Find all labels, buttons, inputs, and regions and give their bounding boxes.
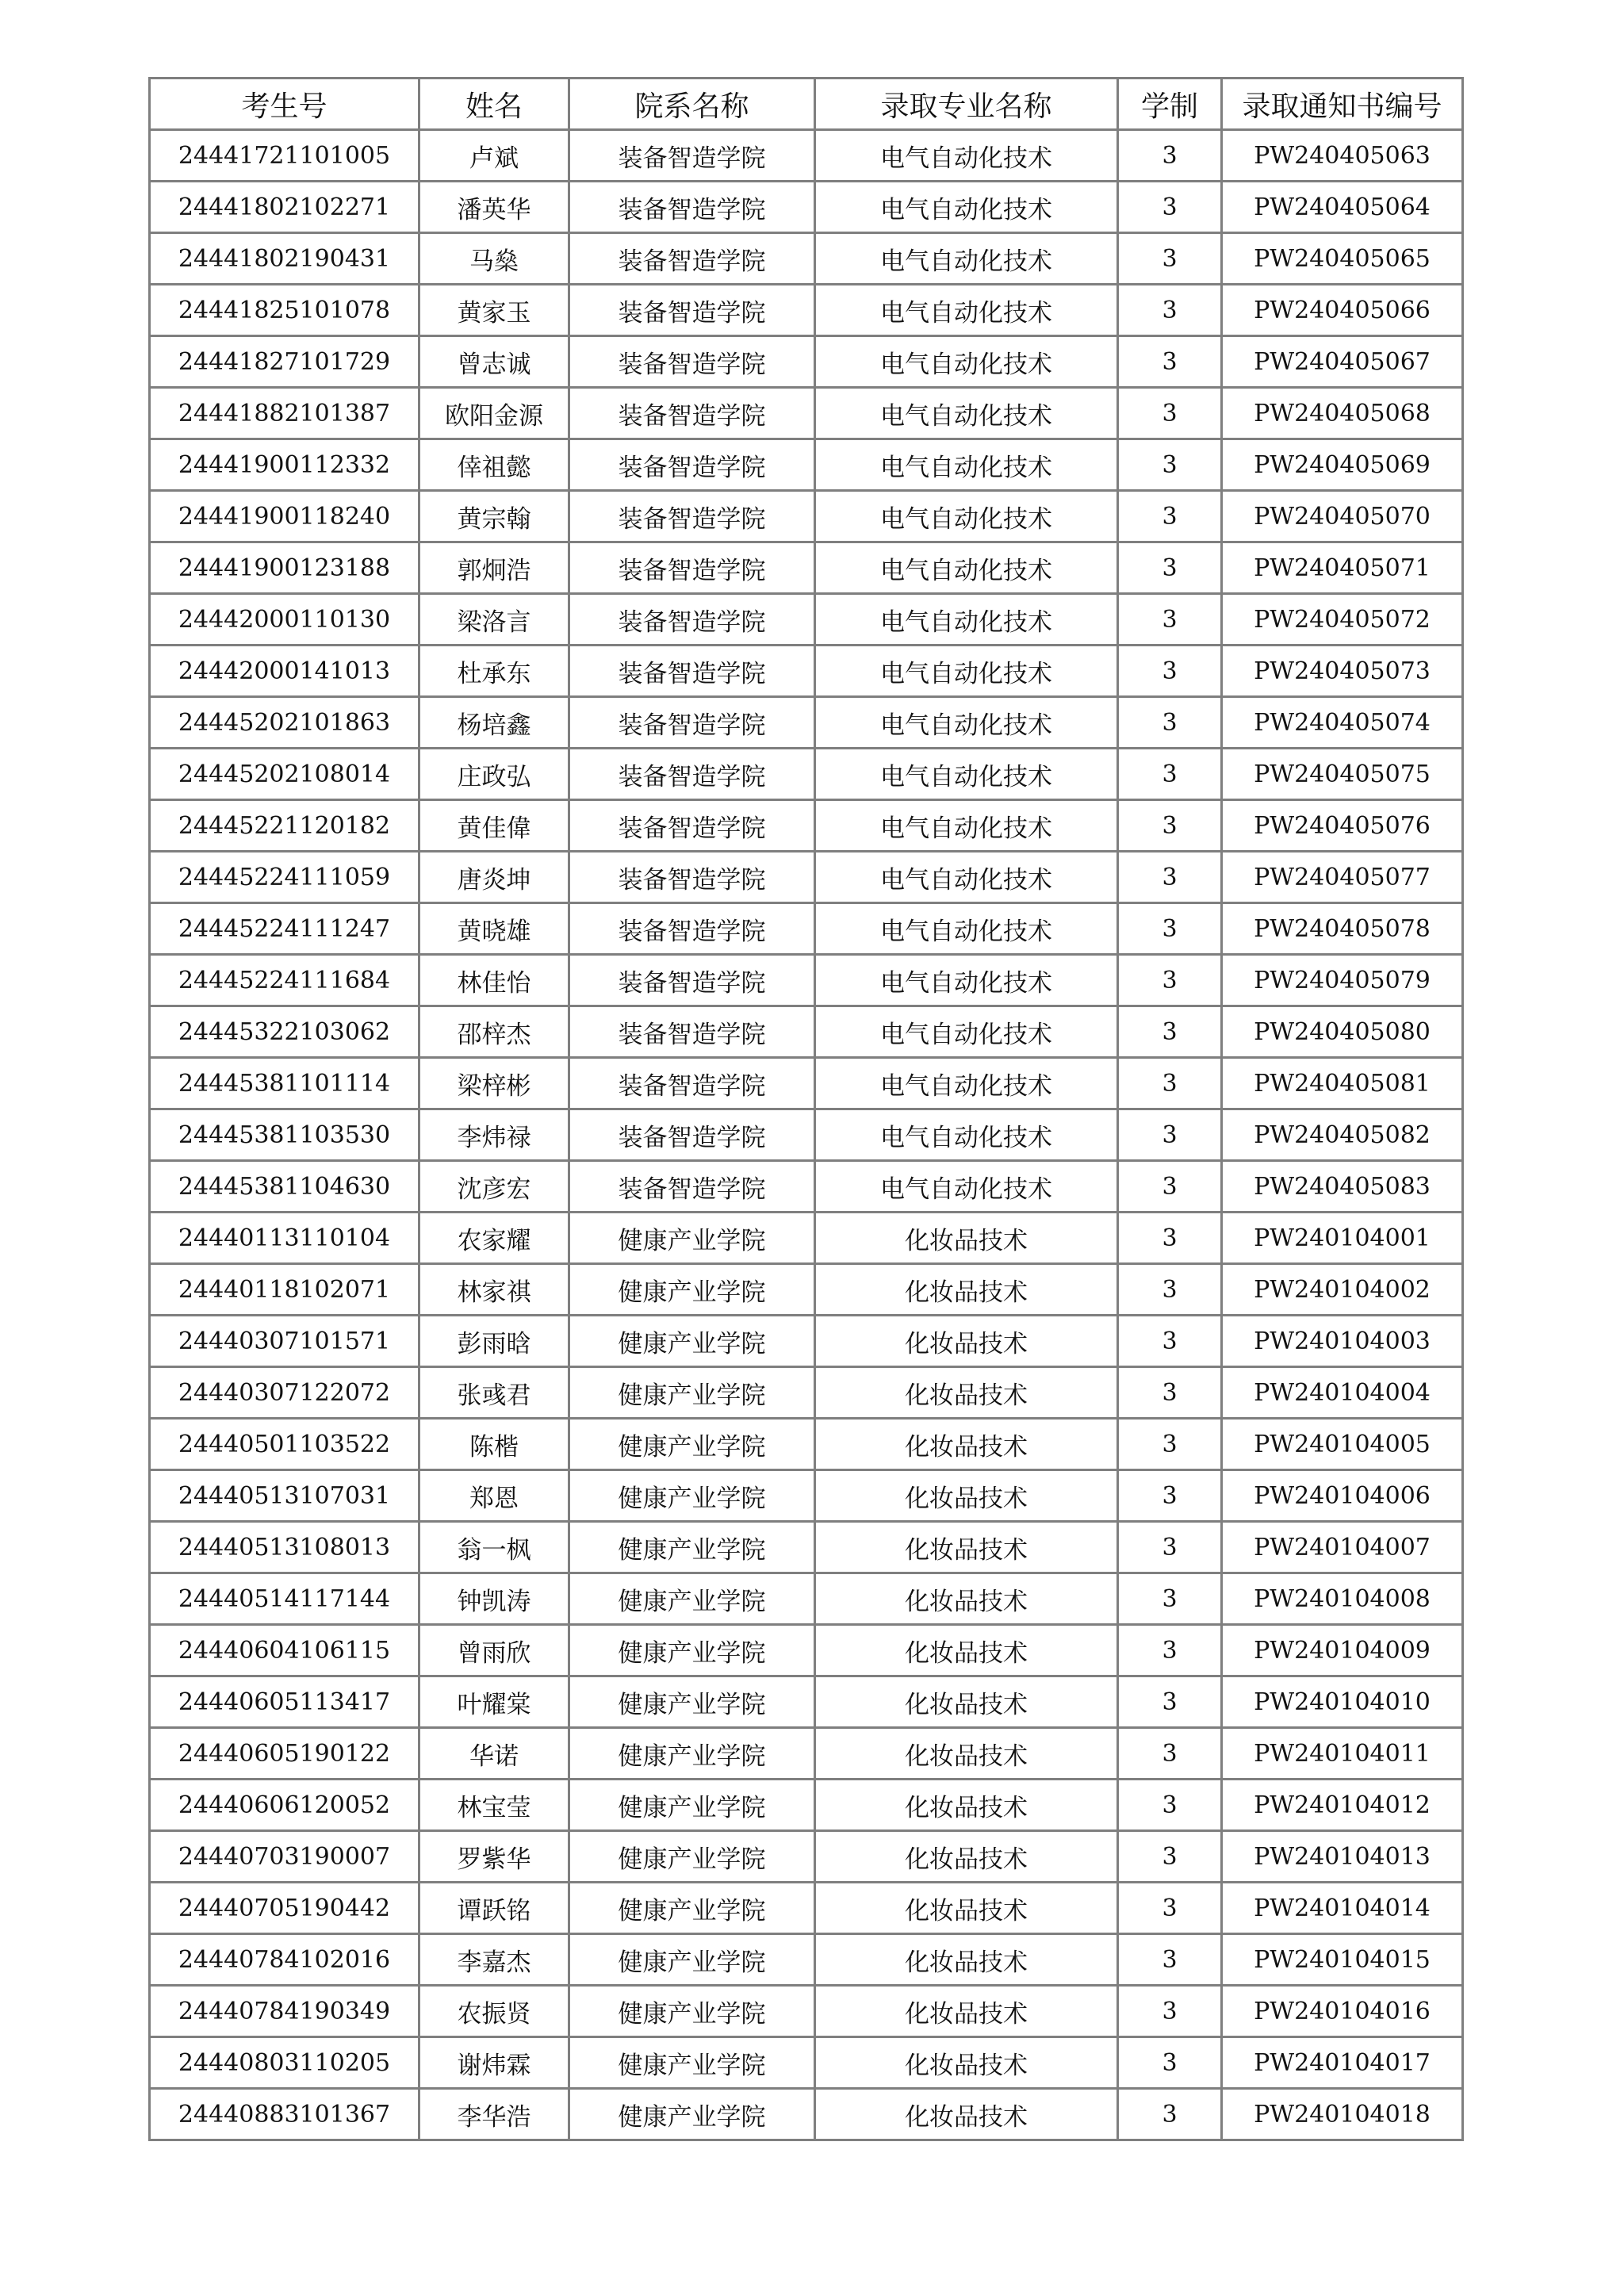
table-row: [150, 233, 1463, 285]
department-cell: 装备智造学院: [569, 646, 815, 697]
notice-number-cell: PW240104018: [1222, 2089, 1463, 2140]
name-cell: 郭炯浩: [419, 542, 569, 594]
major-cell: 电气自动化技术: [815, 130, 1118, 182]
table-row: [150, 542, 1463, 594]
department-cell: 装备智造学院: [569, 852, 815, 903]
exam-number-cell: 24440705190442: [150, 1883, 419, 1934]
notice-number-cell: PW240405064: [1222, 182, 1463, 233]
name-cell: 叶耀棠: [419, 1676, 569, 1728]
name-cell: 谢炜霖: [419, 2037, 569, 2089]
table-row: [150, 182, 1463, 233]
department-cell: 健康产业学院: [569, 1213, 815, 1264]
exam-number-cell: 24445224111247: [150, 903, 419, 955]
notice-number-cell: PW240405074: [1222, 697, 1463, 749]
duration-cell: 3: [1118, 1883, 1222, 1934]
table-row: [150, 1780, 1463, 1831]
exam-number-cell: 24440307122072: [150, 1367, 419, 1419]
duration-cell: 3: [1118, 285, 1222, 336]
major-cell: 化妆品技术: [815, 1367, 1118, 1419]
department-cell: 健康产业学院: [569, 1986, 815, 2037]
duration-cell: 3: [1118, 439, 1222, 491]
major-cell: 化妆品技术: [815, 1831, 1118, 1883]
major-cell: 电气自动化技术: [815, 903, 1118, 955]
department-cell: 装备智造学院: [569, 749, 815, 800]
table-row: [150, 903, 1463, 955]
department-cell: 装备智造学院: [569, 336, 815, 388]
notice-number-cell: PW240104007: [1222, 1522, 1463, 1573]
name-cell: 翁一枫: [419, 1522, 569, 1573]
major-cell: 电气自动化技术: [815, 491, 1118, 542]
header-major: 录取专业名称: [815, 79, 1118, 130]
notice-number-cell: PW240104003: [1222, 1316, 1463, 1367]
major-cell: 电气自动化技术: [815, 697, 1118, 749]
duration-cell: 3: [1118, 388, 1222, 439]
department-cell: 健康产业学院: [569, 2089, 815, 2140]
header-duration: 学制: [1118, 79, 1222, 130]
name-cell: 李炜禄: [419, 1109, 569, 1161]
exam-number-cell: 24440803110205: [150, 2037, 419, 2089]
exam-number-cell: 24440605190122: [150, 1728, 419, 1780]
exam-number-cell: 24440501103522: [150, 1419, 419, 1470]
major-cell: 化妆品技术: [815, 2089, 1118, 2140]
department-cell: 健康产业学院: [569, 1831, 815, 1883]
name-cell: 马燊: [419, 233, 569, 285]
department-cell: 健康产业学院: [569, 1883, 815, 1934]
major-cell: 电气自动化技术: [815, 388, 1118, 439]
department-cell: 健康产业学院: [569, 2037, 815, 2089]
name-cell: 梁洛言: [419, 594, 569, 646]
duration-cell: 3: [1118, 233, 1222, 285]
department-cell: 装备智造学院: [569, 1161, 815, 1213]
table-body: [150, 130, 1463, 2140]
table-row: [150, 1264, 1463, 1316]
name-cell: 林宝莹: [419, 1780, 569, 1831]
duration-cell: 3: [1118, 1006, 1222, 1058]
major-cell: 电气自动化技术: [815, 182, 1118, 233]
table-row: [150, 1316, 1463, 1367]
major-cell: 电气自动化技术: [815, 1006, 1118, 1058]
major-cell: 化妆品技术: [815, 1316, 1118, 1367]
major-cell: 化妆品技术: [815, 1625, 1118, 1676]
duration-cell: 3: [1118, 594, 1222, 646]
notice-number-cell: PW240104009: [1222, 1625, 1463, 1676]
header-name: 姓名: [419, 79, 569, 130]
exam-number-cell: 24440118102071: [150, 1264, 419, 1316]
major-cell: 电气自动化技术: [815, 852, 1118, 903]
department-cell: 健康产业学院: [569, 1676, 815, 1728]
exam-number-cell: 24441802190431: [150, 233, 419, 285]
notice-number-cell: PW240104001: [1222, 1213, 1463, 1264]
table-row: [150, 1573, 1463, 1625]
name-cell: 卢斌: [419, 130, 569, 182]
department-cell: 健康产业学院: [569, 1522, 815, 1573]
table-row: [150, 1522, 1463, 1573]
department-cell: 健康产业学院: [569, 1419, 815, 1470]
duration-cell: 3: [1118, 1831, 1222, 1883]
duration-cell: 3: [1118, 1522, 1222, 1573]
exam-number-cell: 24441802102271: [150, 182, 419, 233]
department-cell: 装备智造学院: [569, 182, 815, 233]
table-row: [150, 1109, 1463, 1161]
name-cell: 倖祖懿: [419, 439, 569, 491]
name-cell: 欧阳金源: [419, 388, 569, 439]
duration-cell: 3: [1118, 1728, 1222, 1780]
department-cell: 装备智造学院: [569, 439, 815, 491]
department-cell: 装备智造学院: [569, 1006, 815, 1058]
duration-cell: 3: [1118, 852, 1222, 903]
duration-cell: 3: [1118, 1780, 1222, 1831]
exam-number-cell: 24445224111684: [150, 955, 419, 1006]
duration-cell: 3: [1118, 1625, 1222, 1676]
exam-number-cell: 24445322103062: [150, 1006, 419, 1058]
major-cell: 电气自动化技术: [815, 439, 1118, 491]
name-cell: 李华浩: [419, 2089, 569, 2140]
notice-number-cell: PW240405072: [1222, 594, 1463, 646]
table-row: [150, 1728, 1463, 1780]
exam-number-cell: 24440883101367: [150, 2089, 419, 2140]
major-cell: 化妆品技术: [815, 1728, 1118, 1780]
exam-number-cell: 24442000110130: [150, 594, 419, 646]
name-cell: 林家祺: [419, 1264, 569, 1316]
exam-number-cell: 24441882101387: [150, 388, 419, 439]
department-cell: 装备智造学院: [569, 1109, 815, 1161]
name-cell: 陈楷: [419, 1419, 569, 1470]
table-row: [150, 955, 1463, 1006]
name-cell: 农振贤: [419, 1986, 569, 2037]
duration-cell: 3: [1118, 1986, 1222, 2037]
major-cell: 化妆品技术: [815, 1419, 1118, 1470]
notice-number-cell: PW240405075: [1222, 749, 1463, 800]
table-row: [150, 1006, 1463, 1058]
exam-number-cell: 24445381103530: [150, 1109, 419, 1161]
duration-cell: 3: [1118, 1213, 1222, 1264]
table-row: [150, 439, 1463, 491]
department-cell: 健康产业学院: [569, 1728, 815, 1780]
department-cell: 装备智造学院: [569, 955, 815, 1006]
department-cell: 装备智造学院: [569, 903, 815, 955]
duration-cell: 3: [1118, 1573, 1222, 1625]
table-row: [150, 1934, 1463, 1986]
department-cell: 装备智造学院: [569, 285, 815, 336]
name-cell: 林佳怡: [419, 955, 569, 1006]
major-cell: 化妆品技术: [815, 1986, 1118, 2037]
department-cell: 健康产业学院: [569, 1780, 815, 1831]
notice-number-cell: PW240104008: [1222, 1573, 1463, 1625]
exam-number-cell: 24440513107031: [150, 1470, 419, 1522]
table-row: [150, 2089, 1463, 2140]
table-row: [150, 594, 1463, 646]
name-cell: 曾志诚: [419, 336, 569, 388]
notice-number-cell: PW240405081: [1222, 1058, 1463, 1109]
notice-number-cell: PW240405073: [1222, 646, 1463, 697]
table-row: [150, 1161, 1463, 1213]
name-cell: 黄佳偉: [419, 800, 569, 852]
table-row: [150, 491, 1463, 542]
notice-number-cell: PW240104016: [1222, 1986, 1463, 2037]
table-row: [150, 697, 1463, 749]
major-cell: 电气自动化技术: [815, 955, 1118, 1006]
notice-number-cell: PW240104013: [1222, 1831, 1463, 1883]
duration-cell: 3: [1118, 800, 1222, 852]
exam-number-cell: 24441900112332: [150, 439, 419, 491]
major-cell: 电气自动化技术: [815, 542, 1118, 594]
major-cell: 电气自动化技术: [815, 1058, 1118, 1109]
major-cell: 化妆品技术: [815, 1780, 1118, 1831]
table-row: [150, 800, 1463, 852]
exam-number-cell: 24440113110104: [150, 1213, 419, 1264]
table-row: [150, 336, 1463, 388]
duration-cell: 3: [1118, 1470, 1222, 1522]
name-cell: 唐炎坤: [419, 852, 569, 903]
notice-number-cell: PW240405079: [1222, 955, 1463, 1006]
department-cell: 健康产业学院: [569, 1470, 815, 1522]
name-cell: 张彧君: [419, 1367, 569, 1419]
exam-number-cell: 24440514117144: [150, 1573, 419, 1625]
exam-number-cell: 24440604106115: [150, 1625, 419, 1676]
name-cell: 黄晓雄: [419, 903, 569, 955]
duration-cell: 3: [1118, 1109, 1222, 1161]
table-row: [150, 1419, 1463, 1470]
duration-cell: 3: [1118, 542, 1222, 594]
department-cell: 健康产业学院: [569, 1625, 815, 1676]
major-cell: 化妆品技术: [815, 1934, 1118, 1986]
duration-cell: 3: [1118, 1058, 1222, 1109]
exam-number-cell: 24440513108013: [150, 1522, 419, 1573]
notice-number-cell: PW240405068: [1222, 388, 1463, 439]
exam-number-cell: 24445381101114: [150, 1058, 419, 1109]
major-cell: 化妆品技术: [815, 1213, 1118, 1264]
major-cell: 化妆品技术: [815, 1573, 1118, 1625]
major-cell: 电气自动化技术: [815, 285, 1118, 336]
department-cell: 健康产业学院: [569, 1367, 815, 1419]
duration-cell: 3: [1118, 1934, 1222, 1986]
table-row: [150, 1625, 1463, 1676]
department-cell: 健康产业学院: [569, 1934, 815, 1986]
header-notice-number: 录取通知书编号: [1222, 79, 1463, 130]
major-cell: 化妆品技术: [815, 1470, 1118, 1522]
admission-table: [148, 77, 1464, 2141]
notice-number-cell: PW240405066: [1222, 285, 1463, 336]
name-cell: 杜承东: [419, 646, 569, 697]
major-cell: 化妆品技术: [815, 1264, 1118, 1316]
notice-number-cell: PW240405067: [1222, 336, 1463, 388]
duration-cell: 3: [1118, 2089, 1222, 2140]
department-cell: 装备智造学院: [569, 1058, 815, 1109]
duration-cell: 3: [1118, 336, 1222, 388]
exam-number-cell: 24440703190007: [150, 1831, 419, 1883]
name-cell: 庄政弘: [419, 749, 569, 800]
exam-number-cell: 24445221120182: [150, 800, 419, 852]
exam-number-cell: 24445202108014: [150, 749, 419, 800]
name-cell: 杨培鑫: [419, 697, 569, 749]
duration-cell: 3: [1118, 2037, 1222, 2089]
notice-number-cell: PW240405076: [1222, 800, 1463, 852]
table-row: [150, 1367, 1463, 1419]
exam-number-cell: 24441827101729: [150, 336, 419, 388]
notice-number-cell: PW240104006: [1222, 1470, 1463, 1522]
notice-number-cell: PW240104011: [1222, 1728, 1463, 1780]
notice-number-cell: PW240405082: [1222, 1109, 1463, 1161]
name-cell: 罗紫华: [419, 1831, 569, 1883]
table-row: [150, 1470, 1463, 1522]
notice-number-cell: PW240405065: [1222, 233, 1463, 285]
major-cell: 化妆品技术: [815, 1883, 1118, 1934]
notice-number-cell: PW240405077: [1222, 852, 1463, 903]
duration-cell: 3: [1118, 697, 1222, 749]
exam-number-cell: 24440606120052: [150, 1780, 419, 1831]
table-row: [150, 852, 1463, 903]
name-cell: 黄宗翰: [419, 491, 569, 542]
exam-number-cell: 24441900123188: [150, 542, 419, 594]
duration-cell: 3: [1118, 1161, 1222, 1213]
table-row: [150, 2037, 1463, 2089]
notice-number-cell: PW240104017: [1222, 2037, 1463, 2089]
name-cell: 钟凯涛: [419, 1573, 569, 1625]
exam-number-cell: 24442000141013: [150, 646, 419, 697]
name-cell: 梁梓彬: [419, 1058, 569, 1109]
major-cell: 电气自动化技术: [815, 336, 1118, 388]
exam-number-cell: 24445202101863: [150, 697, 419, 749]
notice-number-cell: PW240405069: [1222, 439, 1463, 491]
table-row: [150, 388, 1463, 439]
notice-number-cell: PW240104010: [1222, 1676, 1463, 1728]
name-cell: 曾雨欣: [419, 1625, 569, 1676]
table-row: [150, 285, 1463, 336]
name-cell: 郑恩: [419, 1470, 569, 1522]
department-cell: 健康产业学院: [569, 1316, 815, 1367]
header-department: 院系名称: [569, 79, 815, 130]
major-cell: 电气自动化技术: [815, 233, 1118, 285]
department-cell: 装备智造学院: [569, 697, 815, 749]
duration-cell: 3: [1118, 749, 1222, 800]
department-cell: 健康产业学院: [569, 1264, 815, 1316]
notice-number-cell: PW240104005: [1222, 1419, 1463, 1470]
notice-number-cell: PW240104002: [1222, 1264, 1463, 1316]
department-cell: 装备智造学院: [569, 542, 815, 594]
department-cell: 装备智造学院: [569, 594, 815, 646]
exam-number-cell: 24441900118240: [150, 491, 419, 542]
duration-cell: 3: [1118, 955, 1222, 1006]
notice-number-cell: PW240104014: [1222, 1883, 1463, 1934]
notice-number-cell: PW240104004: [1222, 1367, 1463, 1419]
exam-number-cell: 24440605113417: [150, 1676, 419, 1728]
duration-cell: 3: [1118, 1419, 1222, 1470]
notice-number-cell: PW240405063: [1222, 130, 1463, 182]
department-cell: 装备智造学院: [569, 388, 815, 439]
major-cell: 电气自动化技术: [815, 1109, 1118, 1161]
duration-cell: 3: [1118, 1264, 1222, 1316]
exam-number-cell: 24440784102016: [150, 1934, 419, 1986]
notice-number-cell: PW240405070: [1222, 491, 1463, 542]
exam-number-cell: 24441825101078: [150, 285, 419, 336]
major-cell: 电气自动化技术: [815, 800, 1118, 852]
name-cell: 沈彦宏: [419, 1161, 569, 1213]
major-cell: 化妆品技术: [815, 1522, 1118, 1573]
duration-cell: 3: [1118, 491, 1222, 542]
name-cell: 李嘉杰: [419, 1934, 569, 1986]
department-cell: 装备智造学院: [569, 491, 815, 542]
major-cell: 化妆品技术: [815, 2037, 1118, 2089]
exam-number-cell: 24445381104630: [150, 1161, 419, 1213]
header-exam-number: 考生号: [150, 79, 419, 130]
exam-number-cell: 24440784190349: [150, 1986, 419, 2037]
duration-cell: 3: [1118, 1676, 1222, 1728]
duration-cell: 3: [1118, 903, 1222, 955]
notice-number-cell: PW240104012: [1222, 1780, 1463, 1831]
notice-number-cell: PW240405080: [1222, 1006, 1463, 1058]
major-cell: 电气自动化技术: [815, 646, 1118, 697]
name-cell: 彭雨晗: [419, 1316, 569, 1367]
exam-number-cell: 24445224111059: [150, 852, 419, 903]
name-cell: 农家耀: [419, 1213, 569, 1264]
notice-number-cell: PW240104015: [1222, 1934, 1463, 1986]
name-cell: 潘英华: [419, 182, 569, 233]
name-cell: 华诺: [419, 1728, 569, 1780]
duration-cell: 3: [1118, 130, 1222, 182]
duration-cell: 3: [1118, 182, 1222, 233]
name-cell: 黄家玉: [419, 285, 569, 336]
name-cell: 谭跃铭: [419, 1883, 569, 1934]
table-row: [150, 1676, 1463, 1728]
major-cell: 化妆品技术: [815, 1676, 1118, 1728]
table-row: [150, 749, 1463, 800]
table-row: [150, 1883, 1463, 1934]
department-cell: 装备智造学院: [569, 130, 815, 182]
notice-number-cell: PW240405083: [1222, 1161, 1463, 1213]
table-row: [150, 130, 1463, 182]
major-cell: 电气自动化技术: [815, 594, 1118, 646]
department-cell: 健康产业学院: [569, 1573, 815, 1625]
duration-cell: 3: [1118, 1367, 1222, 1419]
department-cell: 装备智造学院: [569, 233, 815, 285]
table-row: [150, 1213, 1463, 1264]
major-cell: 电气自动化技术: [815, 749, 1118, 800]
major-cell: 电气自动化技术: [815, 1161, 1118, 1213]
duration-cell: 3: [1118, 1316, 1222, 1367]
table-row: [150, 1986, 1463, 2037]
table-header-row: [150, 79, 1463, 130]
exam-number-cell: 24441721101005: [150, 130, 419, 182]
table-row: [150, 1058, 1463, 1109]
table-row: [150, 646, 1463, 697]
exam-number-cell: 24440307101571: [150, 1316, 419, 1367]
notice-number-cell: PW240405078: [1222, 903, 1463, 955]
duration-cell: 3: [1118, 646, 1222, 697]
table-row: [150, 1831, 1463, 1883]
notice-number-cell: PW240405071: [1222, 542, 1463, 594]
department-cell: 装备智造学院: [569, 800, 815, 852]
name-cell: 邵梓杰: [419, 1006, 569, 1058]
